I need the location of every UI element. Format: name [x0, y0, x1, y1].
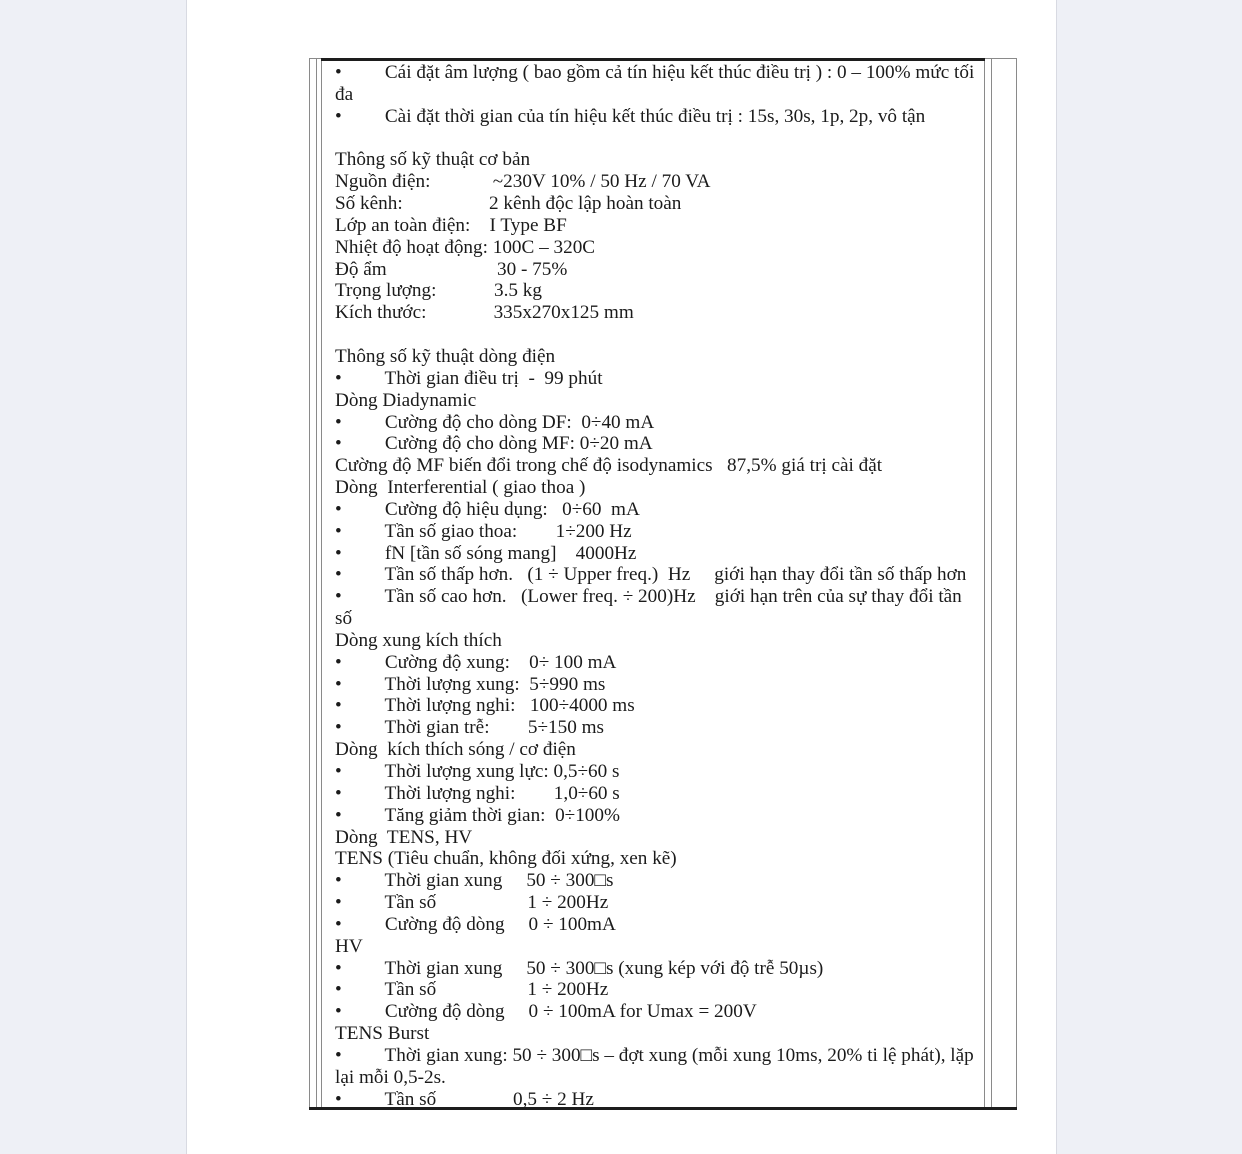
text-line: Dòng Diadynamic — [335, 389, 477, 411]
text-line: Số kênh: 2 kênh độc lập hoàn toàn — [335, 193, 682, 215]
text-line: • Cài đặt thời gian của tín hiệu kết thúc điều trị : 15s, 30s, 1p, 2p, vô tận — [335, 105, 926, 127]
text-line: TENS Burst — [335, 1023, 430, 1045]
table-border-top-dark — [321, 58, 985, 61]
text-line: Thông số kỹ thuật dòng điện — [335, 345, 556, 367]
text-line: • Thời lượng xung lực: 0,5÷60 s — [335, 761, 620, 782]
text-line: • Tần số 1 ÷ 200Hz — [335, 892, 609, 914]
text-line: • Thời gian điều trị - 99 phút — [335, 367, 603, 389]
text-line: Trọng lượng: 3.5 kg — [335, 280, 542, 302]
text-line: đa — [335, 83, 354, 105]
text-line: Kích thước: 335x270x125 mm — [335, 302, 634, 324]
text-line: • fN [tần số sóng mang] 4000Hz — [335, 542, 637, 564]
document-page — [186, 0, 1057, 1154]
text-line: • Tăng giảm thời gian: 0÷100% — [335, 804, 620, 826]
text-line: • Cường độ dòng 0 ÷ 100mA for Umax = 200V — [335, 1001, 757, 1023]
text-line: • Thời lượng nghi: 1,0÷60 s — [335, 782, 620, 804]
table-gridline-left-2 — [321, 58, 322, 1110]
text-line: TENS (Tiêu chuẩn, không đối xứng, xen kẽ) — [335, 848, 677, 870]
text-line: • Tần số giao thoa: 1÷200 Hz — [335, 520, 632, 542]
text-line: • Thời gian trễ: 5÷150 ms — [335, 717, 604, 739]
text-line: Cường độ MF biến đổi trong chế độ isodynamics 87,5% giá trị cài đặt — [335, 455, 883, 477]
table-gridline-left-1 — [316, 58, 317, 1110]
text-line: • Thời gian xung 50 ÷ 300□s (xung kép với độ trễ 50µs) — [335, 957, 824, 979]
text-line — [335, 324, 985, 346]
text-line: Dòng Interferential ( giao thoa ) — [335, 477, 586, 499]
text-line: Dòng TENS, HV — [335, 826, 473, 848]
spec-text-block — [335, 62, 985, 1111]
text-line: • Cường độ cho dòng DF: 0÷40 mA — [335, 411, 655, 433]
text-line: Nguồn điện: ~230V 10% / 50 Hz / 70 VA — [335, 171, 711, 193]
text-line: • Cường độ dòng 0 ÷ 100mA — [335, 913, 616, 935]
text-line: Lớp an toàn điện: I Type BF — [335, 214, 567, 236]
text-line: • Cái đặt âm lượng ( bao gồm cả tín hiệu kết thúc điều trị ) : 0 – 100% mức tối — [335, 62, 975, 83]
text-line: • Cường độ hiệu dụng: 0÷60 mA — [335, 498, 640, 520]
text-line: lại mỗi 0,5-2s. — [335, 1066, 446, 1088]
text-line: Nhiệt độ hoạt động: 100C – 320C — [335, 236, 596, 258]
text-line: số — [335, 608, 353, 630]
text-line: • Tần số 1 ÷ 200Hz — [335, 979, 609, 1001]
text-line: • Thời lượng xung: 5÷990 ms — [335, 673, 606, 695]
text-line: • Thời gian xung: 50 ÷ 300□s – đợt xung (mỗi xung 10ms, 20% ti lệ phát), lặp — [335, 1044, 974, 1066]
text-line: • Tần số 0,5 ÷ 2 Hz — [335, 1088, 594, 1110]
text-line: • Cường độ cho dòng MF: 0÷20 mA — [335, 433, 653, 455]
text-line: Độ ẩm 30 - 75% — [335, 258, 568, 280]
text-line: Dòng xung kích thích — [335, 629, 502, 651]
text-line: Dòng kích thích sóng / cơ điện — [335, 739, 576, 761]
text-line — [335, 128, 985, 150]
text-line: • Thời gian xung 50 ÷ 300□s — [335, 870, 614, 892]
table-gridline-right-2 — [991, 58, 992, 1110]
text-line: • Tần số cao hơn. (Lower freq. ÷ 200)Hz giới hạn trên của sự thay đổi tần — [335, 586, 962, 608]
text-line: HV — [335, 935, 363, 957]
text-line: Thông số kỹ thuật cơ bản — [335, 149, 531, 171]
text-line: • Cường độ xung: 0÷ 100 mA — [335, 651, 617, 673]
text-line: • Tần số thấp hơn. (1 ÷ Upper freq.) Hz giới hạn thay đổi tần số thấp hơn — [335, 564, 967, 586]
text-line: • Thời lượng nghi: 100÷4000 ms — [335, 695, 635, 717]
